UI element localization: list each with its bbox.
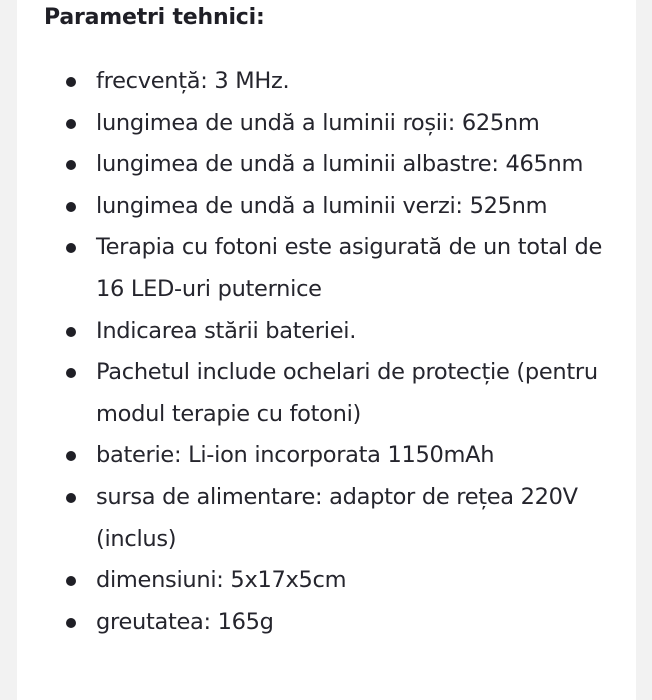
spec-item-battery — [44, 435, 634, 477]
bullet-icon — [66, 618, 76, 628]
spec-item-battery-indicator — [44, 311, 634, 353]
spec-text: Indicarea stării bateriei. — [96, 317, 357, 344]
bullet-icon — [66, 576, 76, 586]
spec-item-blue-wavelength — [44, 144, 634, 186]
spec-item-package-glasses — [44, 352, 634, 435]
bullet-icon — [66, 493, 76, 503]
spec-item-frequency — [44, 61, 634, 103]
bullet-icon — [66, 119, 76, 129]
bullet-icon — [66, 327, 76, 337]
content-card — [17, 0, 636, 700]
spec-text: Terapia cu fotoni este asigurată de un total de 16 LED-uri puternice — [96, 234, 603, 302]
spec-text: baterie: Li-ion incorporata 1150mAh — [96, 442, 495, 469]
spec-text: lungimea de undă a luminii roșii: 625nm — [96, 109, 540, 136]
bullet-icon — [66, 202, 76, 212]
spec-text: Pachetul include ochelari de protecție (pentru modul terapie cu fotoni) — [96, 359, 598, 427]
spec-text: lungimea de undă a luminii albastre: 465nm — [96, 151, 584, 178]
bullet-icon — [66, 160, 76, 170]
bullet-icon — [66, 243, 76, 253]
bullet-icon — [66, 368, 76, 378]
spec-item-dimensions — [44, 560, 634, 602]
spec-text: frecvență: 3 MHz. — [96, 68, 290, 94]
spec-text: dimensiuni: 5x17x5cm — [96, 567, 347, 594]
spec-item-weight — [44, 602, 634, 644]
bullet-icon — [66, 451, 76, 461]
section-title: Parametri tehnici: — [44, 5, 265, 30]
specs-list — [44, 61, 634, 643]
spec-item-photon-therapy — [44, 227, 634, 310]
spec-item-red-wavelength — [44, 103, 634, 145]
bullet-icon — [66, 77, 76, 87]
spec-text: greutatea: 165g — [96, 608, 274, 635]
spec-item-power-supply — [44, 477, 634, 560]
spec-text: lungimea de undă a luminii verzi: 525nm — [96, 192, 548, 219]
spec-text: sursa de alimentare: adaptor de rețea 220V (inclus) — [96, 483, 578, 552]
spec-item-green-wavelength — [44, 186, 634, 228]
